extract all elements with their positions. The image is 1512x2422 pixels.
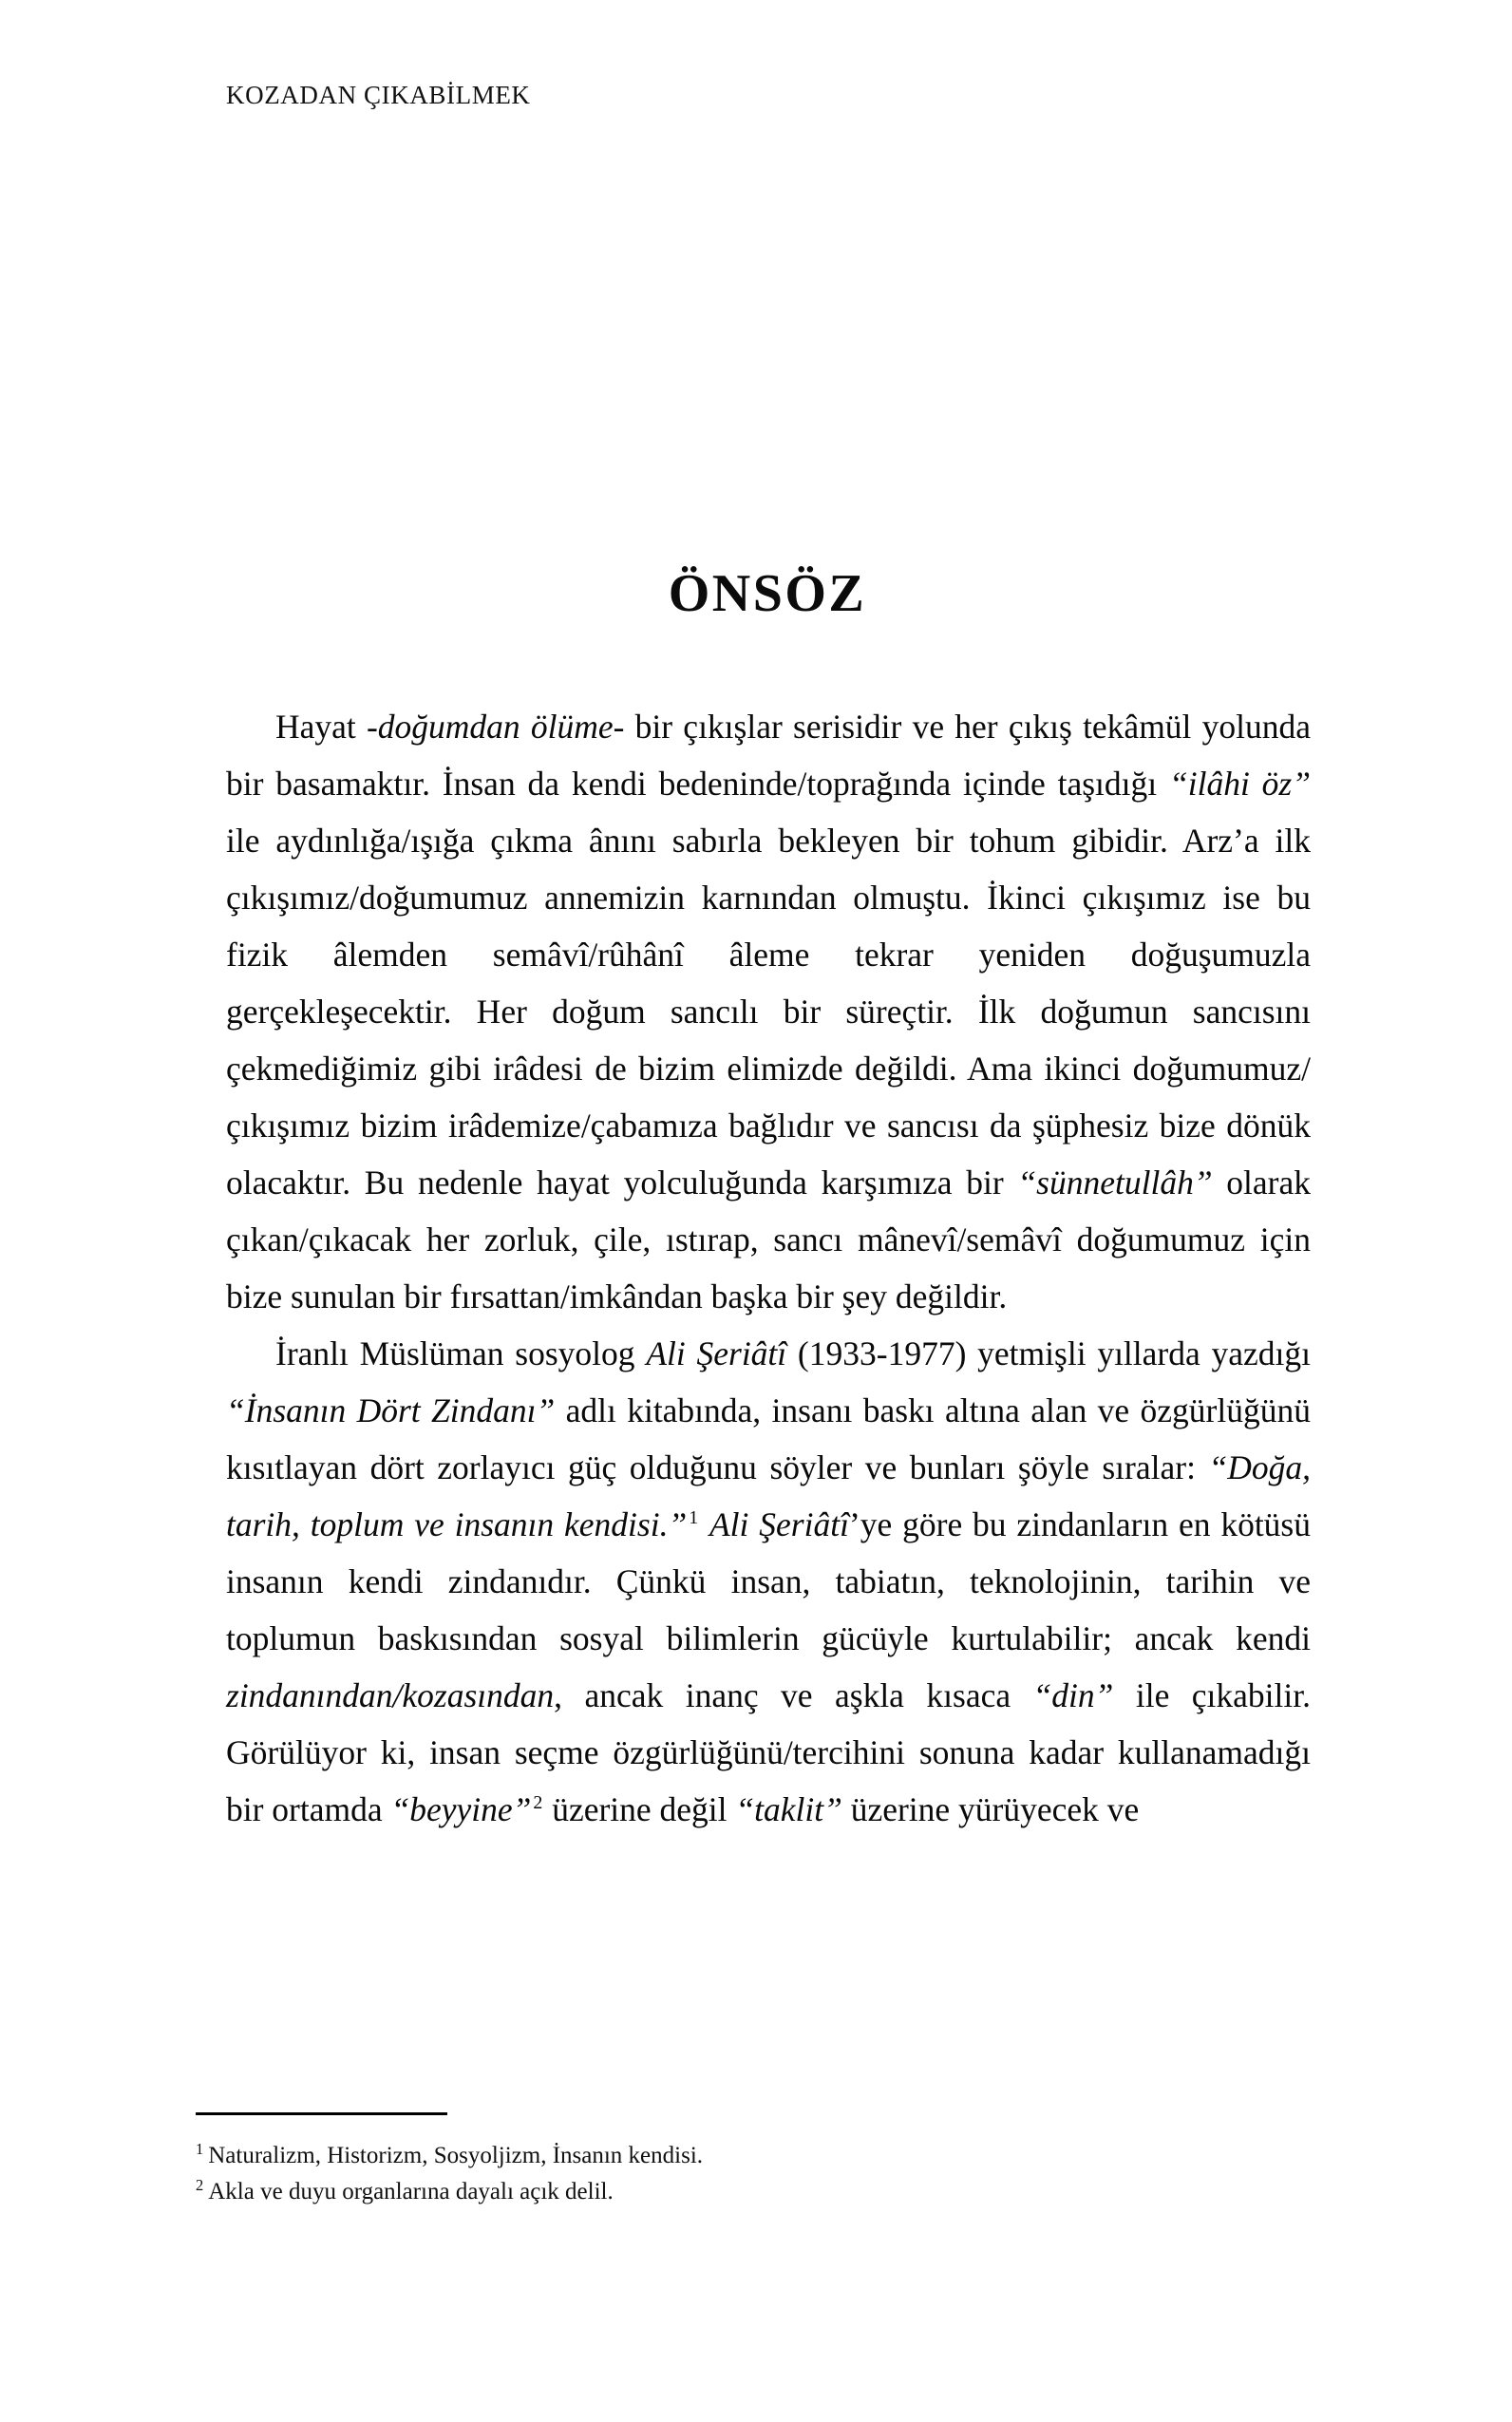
page-title: ÖNSÖZ	[668, 563, 867, 623]
body-text-run: , ancak inanç ve aşkla kısaca	[554, 1676, 1033, 1714]
emphasis-text: “beyyine”	[390, 1790, 532, 1828]
body-text-run: üzerine değil	[543, 1790, 736, 1828]
footnote-item	[196, 2138, 1316, 2174]
footnote-item	[196, 2174, 1316, 2210]
paragraph-2	[226, 1325, 1311, 1838]
body-text-run: ’ye göre bu zindanların en kötüsü insanın kendi zindanıdır. Çünkü insan, tabiatın, teknolojinin, tarihin ve toplumun baskısından sosyal bilimlerin gücüyle kurtulabilir; ancak kendi	[226, 1505, 1311, 1657]
footnote-number: 2	[196, 2175, 204, 2194]
emphasis-text: “İnsanın Dört Zindanı”	[226, 1391, 556, 1429]
emphasis-text: “Doğa, tarih, toplum ve insanın kendisi.”	[226, 1448, 1311, 1543]
footnote-text: Akla ve duyu organlarına dayalı açık delil.	[208, 2179, 614, 2204]
body-text-column	[226, 698, 1311, 1838]
paragraph-1	[226, 698, 1311, 1325]
body-text-run: Hayat	[275, 708, 367, 746]
emphasis-text: Ali Şeriâtî	[709, 1505, 849, 1543]
body-text-run	[699, 1505, 709, 1543]
footnote-reference[interactable]: 2	[533, 1792, 543, 1814]
emphasis-text: “taklit”	[735, 1790, 842, 1828]
emphasis-text: -doğumdan ölüme-	[366, 708, 625, 746]
body-text-run: (1933-1977) yetmişli yıllarda yazdığı	[786, 1334, 1312, 1372]
body-text-run: İranlı Müslüman sosyolog	[275, 1334, 647, 1372]
footnote-text: Naturalizm, Historizm, Sosyoljizm, İnsanın kendisi.	[208, 2143, 704, 2168]
body-text-run: olarak çıkan/çıkacak her zorluk, çile, ıstırap, sancı mânevî/semâvî doğumumuz için bize sunulan bir fırsattan/imkândan başka bir şey değildir.	[226, 1164, 1311, 1315]
footnote-reference[interactable]: 1	[689, 1507, 699, 1529]
footnote-area	[196, 2112, 1316, 2210]
emphasis-text: “sünnetullâh”	[1017, 1164, 1213, 1202]
body-text-run: bir çıkışlar serisidir ve her çıkış tekâmül yolunda bir basamaktır. İnsan da kendi bedeninde/toprağında içinde taşıdığı	[226, 708, 1311, 803]
body-text-run: ile aydınlığa/ışığa çıkma ânını sabırla bekleyen bir tohum gibidir. Arz’a ilk çıkışımız/doğumumuz annemizin karnından olmuştu. İkinci çıkışımız ise bu fizik âlemden semâvî/rûhânî âleme tekrar yeniden doğuşumuzla gerçekleşecektir. Her doğum sancılı bir süreçtir. İlk doğumun sancısını çekmediğimiz gibi irâdesi de bizim elimizde değildi. Ama ikinci doğumumuz/çıkışımız bizim irâdemize/çabamıza bağlıdır ve sancısı da şüphesiz bize dönük olacaktır. Bu nedenle hayat yolculuğunda karşımıza bir	[226, 822, 1311, 1202]
footnote-separator-rule	[196, 2112, 447, 2115]
running-head: KOZADAN ÇIKABİLMEK	[226, 81, 531, 109]
body-text-run: üzerine yürüyecek ve	[841, 1790, 1140, 1828]
body-text-run: ile çıkabilir. Görülüyor ki, insan seçme özgürlüğünü/tercihini sonuna kadar kullanamadığı bir ortamda	[226, 1676, 1311, 1828]
body-text-run: adlı kitabında, insanı baskı altına alan ve özgürlüğünü kısıtlayan dört zorlayıcı güç olduğunu söyler ve bunları şöyle sıralar:	[226, 1391, 1311, 1486]
emphasis-text: “ilâhi öz”	[1169, 765, 1311, 803]
emphasis-text: Ali Şeriâtî	[646, 1334, 787, 1372]
footnote-number: 1	[196, 2139, 204, 2158]
emphasis-text: zindanından/kozasından	[226, 1676, 555, 1714]
emphasis-text: “din”	[1032, 1676, 1114, 1714]
